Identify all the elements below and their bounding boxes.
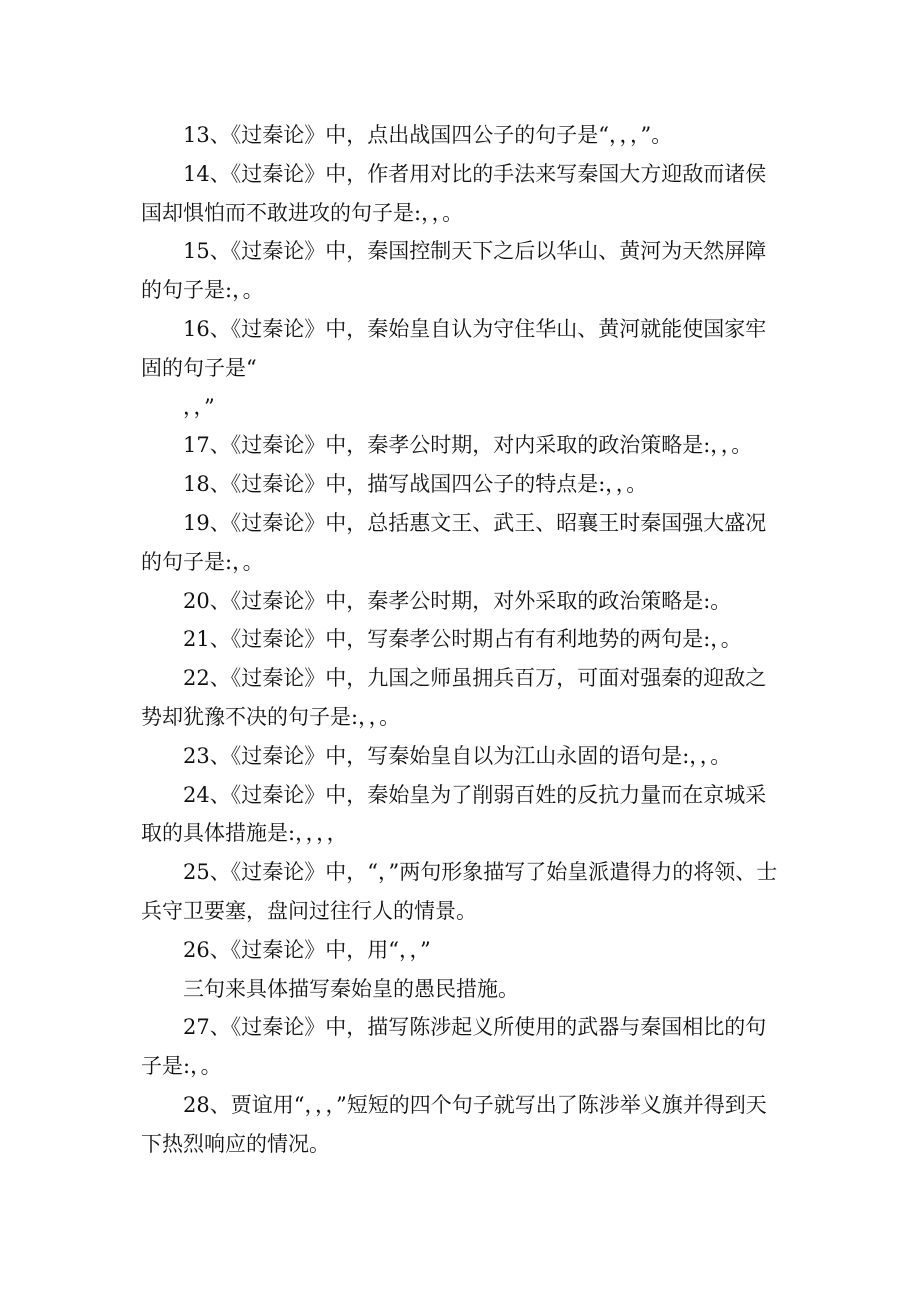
question-22: 22、《过秦论》中，九国之师虽拥兵百万，可面对强秦的迎敌之势却犹豫不决的句子是:，，。 (141, 666, 767, 729)
question-16-continuation: ，，” (183, 394, 215, 419)
question-16: 16、《过秦论》中，秦始皇自认为守住华山、黄河就能使国家牢固的句子是“ (141, 316, 767, 380)
question-28: 28、贾谊用“，，，”短短的四个句子就写出了陈涉举义旗并得到天下热烈响应的情况。 (141, 1092, 767, 1156)
question-24: 24、《过秦论》中，秦始皇为了削弱百姓的反抗力量而在京城采取的具体措施是:，，，， (141, 782, 767, 846)
question-19: 19、《过秦论》中，总括惠文王、武王、昭襄王时秦国强大盛况的句子是:，。 (141, 510, 767, 574)
question-21: 21、《过秦论》中，写秦孝公时期占有有利地势的两句是:，。 (183, 627, 742, 652)
question-20: 20、《过秦论》中，秦孝公时期，对外采取的政治策略是:。 (183, 588, 732, 613)
question-18: 18、《过秦论》中，描写战国四公子的特点是:，，。 (183, 472, 648, 497)
question-14: 14、《过秦论》中，作者用对比的手法来写秦国大方迎敌而诸侯国却惧怕而不敢进攻的句子是:，，。 (141, 161, 767, 225)
question-27: 27、《过秦论》中，描写陈涉起义所使用的武器与秦国相比的句子是:，。 (141, 1015, 767, 1079)
question-23: 23、《过秦论》中，写秦始皇自以为江山永固的语句是:，，。 (183, 743, 732, 768)
question-26-continuation: 三句来具体描写秦始皇的愚民措施。 (183, 976, 519, 1001)
question-15: 15、《过秦论》中，秦国控制天下之后以华山、黄河为天然屏障的句子是:，。 (141, 239, 767, 303)
question-13: 13、《过秦论》中，点出战国四公子的句子是“，，，”。 (183, 123, 673, 147)
question-list (141, 116, 781, 1164)
question-25: 25、《过秦论》中，“，”两句形象描写了始皇派遣得力的将领、士兵守卫要塞，盘问过往行人的情景。 (141, 860, 778, 923)
question-26: 26、《过秦论》中，用“，，” (183, 937, 431, 962)
question-17: 17、《过秦论》中，秦孝公时期，对内采取的政治策略是:，，。 (183, 433, 753, 458)
